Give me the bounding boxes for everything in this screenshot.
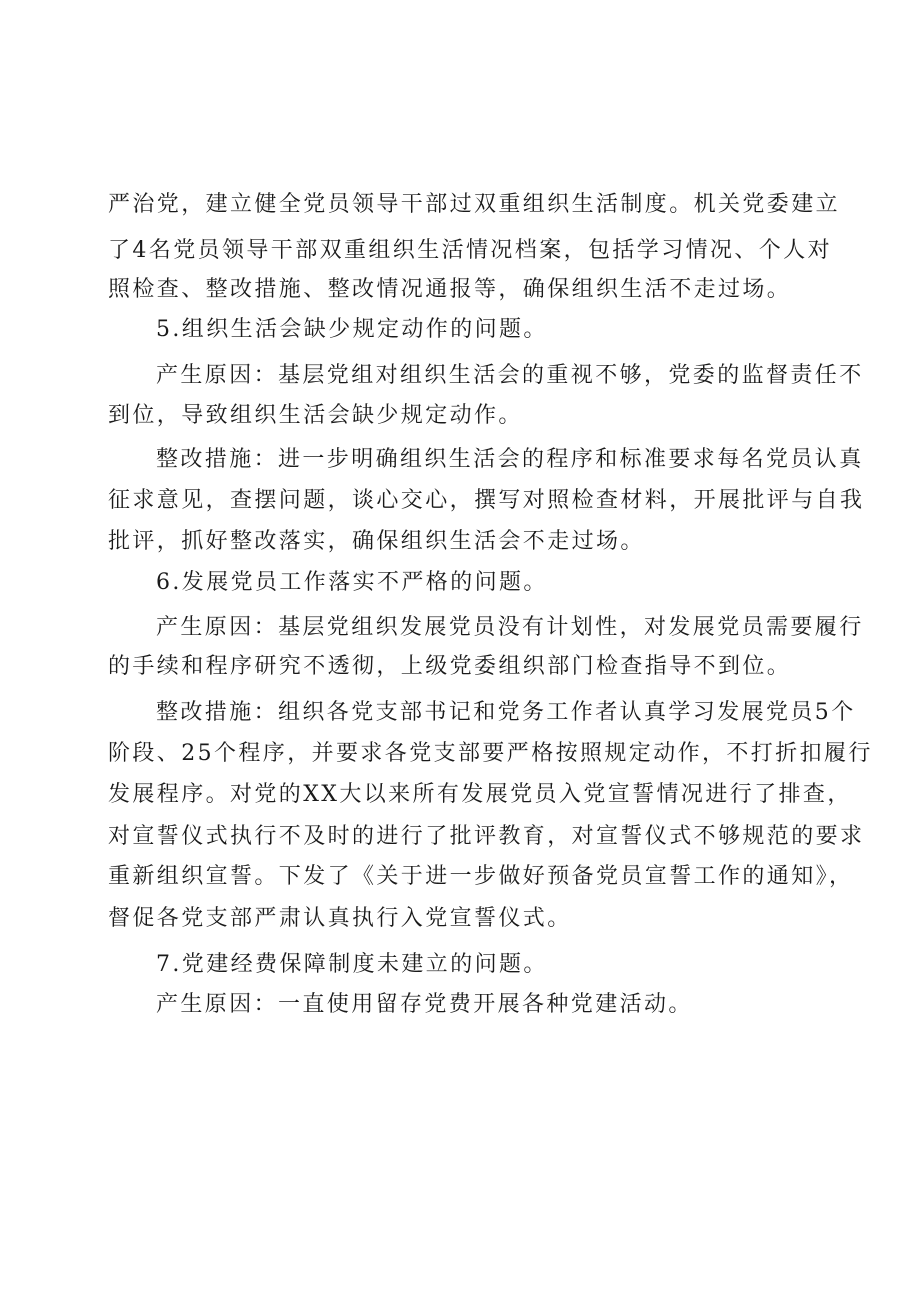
body-text-line: 照检查、整改措施、整改情况通报等，确保组织生活不走过场。 [108, 277, 792, 302]
body-text-line: 整改措施：进一步明确组织生活会的程序和标准要求每名党员认真 [156, 447, 864, 472]
body-text-line: 产生原因：基层党组织发展党员没有计划性，对发展党员需要履行 [156, 615, 864, 640]
section-heading: 7.党建经费保障制度未建立的问题。 [156, 952, 548, 977]
body-text-line: 征求意见，查摆问题，谈心交心，撰写对照检查材料，开展批评与自我 [108, 488, 865, 513]
body-text-line: 产生原因：一直使用留存党费开展各种党建活动。 [156, 992, 693, 1017]
section-heading: 5.组织生活会缺少规定动作的问题。 [156, 317, 548, 342]
body-text-line: 到位，导致组织生活会缺少规定动作。 [108, 403, 523, 428]
body-text-line: 严治党，建立健全党员领导干部过双重组织生活制度。机关党委建立 [108, 192, 841, 217]
body-text-line: 了4名党员领导干部双重组织生活情况档案，包括学习情况、个人对 [108, 238, 832, 263]
body-text-line: 批评，抓好整改落实，确保组织生活会不走过场。 [108, 529, 645, 554]
body-text-line: 对宣誓仪式执行不及时的进行了批评教育，对宣誓仪式不够规范的要求 [108, 824, 865, 849]
body-text-line: 产生原因：基层党组对组织生活会的重视不够，党委的监督责任不 [156, 363, 864, 388]
body-text-line: 整改措施：组织各党支部书记和党务工作者认真学习发展党员5个 [156, 700, 856, 725]
body-text-line: 阶段、25个程序，并要求各党支部要严格按照规定动作，不打折扣履行 [108, 741, 873, 766]
body-text-line: 的手续和程序研究不透彻，上级党委组织部门检查指导不到位。 [108, 654, 792, 679]
section-heading: 6.发展党员工作落实不严格的问题。 [156, 570, 548, 595]
body-text-line: 督促各党支部严肃认真执行入党宣誓仪式。 [108, 906, 572, 931]
body-text-line: 重新组织宣誓。下发了《关于进一步做好预备党员宣誓工作的通知》， [108, 864, 854, 889]
body-text-line: 发展程序。对党的XX大以来所有发展党员入党宣誓情况进行了排查， [108, 782, 852, 807]
